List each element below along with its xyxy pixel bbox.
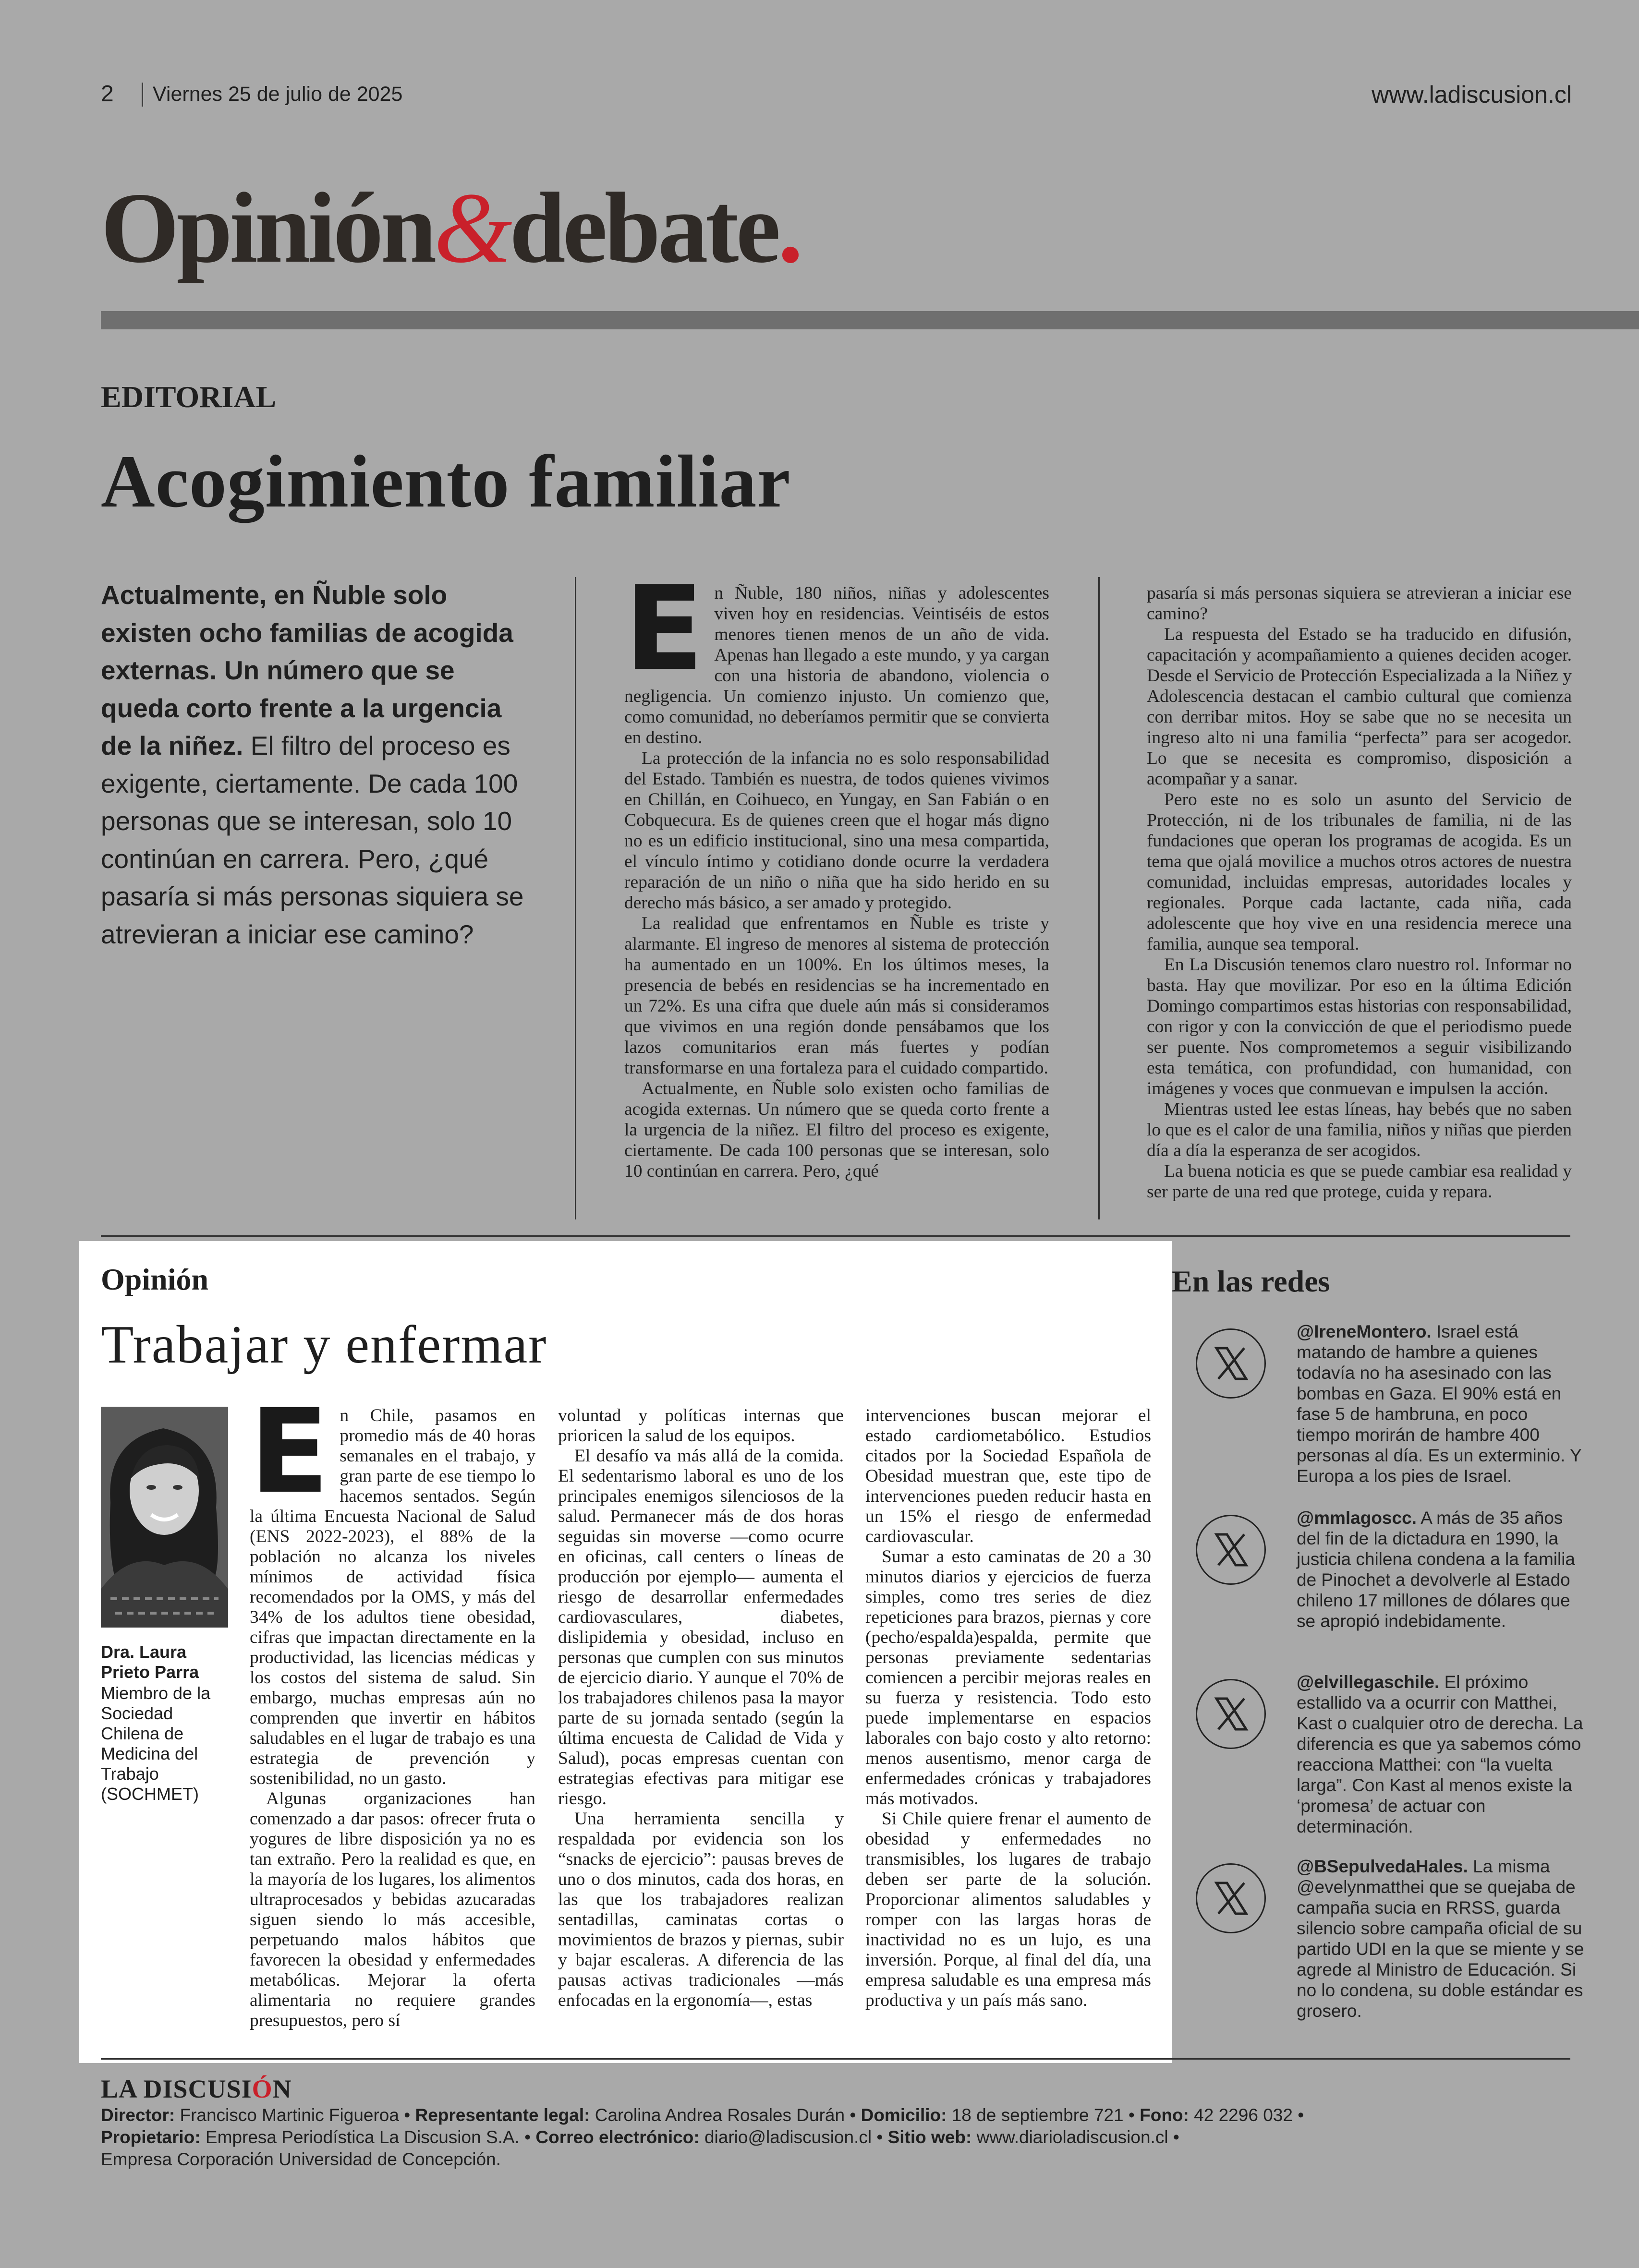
drop-cap: E: [624, 561, 704, 697]
editorial-lede: [101, 576, 528, 953]
column-divider: [1098, 577, 1100, 1219]
social-post-text: @elvillegaschile. El próximo estallido va a ocurrir con Matthei, Kast o cualquier otro de derecha. La diferencia es que ya sabemos cómo reacciona Matthei: con “la vuelta larga”. Con Kast al menos existe la ‘promesa’ de actuar con determinación.: [1297, 1672, 1583, 1836]
post-handle[interactable]: @mmlagoscc.: [1297, 1508, 1417, 1528]
post-handle[interactable]: @BSepulvedaHales.: [1297, 1857, 1468, 1876]
opinion-kicker: Opinión: [101, 1262, 209, 1296]
opinion-column-1: [250, 1384, 535, 2031]
social-post-text: @mmlagoscc. A más de 35 años del fin de la dictadura en 1990, la justicia chilena condena a la familia de Pinochet a devolverle al Estado chileno 17 millones de dólares que se apropió indebidamente.: [1297, 1508, 1576, 1631]
opinion-column-3: [865, 1406, 1151, 2011]
paragraph: En Chile, pasamos en promedio más de 40 horas semanales en el trabajo, y gran parte de ese tiempo lo hacemos sentados. Según la última Encuesta Nacional de Salud (ENS 2022-2023), el 88% de la población no alcanza los niveles mínimos de actividad física recomendados por la OMS, y más del 34% de los adultos tiene obesidad, cifras que impactan directamente en la productividad, las licencias médicas y los costos del sistema de salud. Sin embargo, muchas empresas aún no comprenden que invertir en hábitos saludables en el lugar de trabajo es una estrategia de prevención y sostenibilidad, no un gasto.: [250, 1384, 535, 1788]
issue-date: Viernes 25 de julio de 2025: [153, 83, 403, 106]
editorial-column-2: [1147, 583, 1572, 1202]
page-number: 2: [101, 81, 114, 107]
footer-credits-line: Empresa Corporación Universidad de Concepción.: [101, 2149, 501, 2169]
masthead-rule: [101, 311, 1639, 329]
paragraph: La realidad que enfrentamos en Ñuble es triste y alarmante. El ingreso de menores al sistema de protección ha aumentado en un 100%. En los últimos meses, la presencia de bebés en residencias se ha incrementado en un 72%. Es una cifra que duele aún más si consideramos que vivimos en una región donde pensábamos que los lazos comunitarios eran más fuertes y podían transformarse en una fortaleza para el cuidado compartido.: [624, 914, 1049, 1078]
paragraph: La respuesta del Estado se ha traducido en difusión, capacitación y acompañamiento a quienes deciden acoger. Desde el Servicio de Protección Especializada a la Niñez y Adolescencia destacan el cambio cultural que comienza con derribar mitos. Hoy se sabe que no se necesita un ingreso alto ni una familia “perfecta” para ser acogedor. Lo que se necesita es compromiso, disposición a acompañar y a sanar.: [1147, 625, 1572, 789]
masthead-red-dot: .: [777, 172, 801, 284]
x-logo-icon: [1196, 1328, 1266, 1399]
x-logo-icon: [1196, 1515, 1266, 1585]
post-handle[interactable]: @elvillegaschile.: [1297, 1672, 1440, 1692]
footer-credits-line: Director: Francisco Martinic Figueroa • Representante legal: Carolina Andrea Rosales Durán • Domicilio: 18 de septiembre 721 • Fono: 42 2296 032 •: [101, 2105, 1304, 2125]
editorial-title: Acogimiento familiar: [101, 440, 791, 523]
paragraph: pasaría si más personas siquiera se atrevieran a iniciar ese camino?: [1147, 583, 1572, 624]
column-divider: [575, 577, 576, 1219]
website-link[interactable]: www.ladiscusion.cl: [1372, 81, 1572, 108]
header-separator: [142, 83, 143, 107]
paragraph: Si Chile quiere frenar el aumento de obesidad y enfermedades no transmisibles, los lugares de trabajo deben ser parte de la solución. Proporcionar alimentos saludables y romper con las largas horas de inactividad no es un lujo, es una inversión. Porque, al final del día, una empresa saludable es una empresa más productiva y un país más sano.: [865, 1809, 1151, 2010]
post-handle[interactable]: @IreneMontero.: [1297, 1322, 1432, 1341]
footer-rule: [101, 2058, 1570, 2060]
footer-email[interactable]: diario@ladiscusion.cl •: [699, 2127, 888, 2147]
x-logo-icon: [1196, 1679, 1266, 1749]
masthead-ampersand: &: [434, 172, 510, 284]
social-section-title: En las redes: [1172, 1264, 1330, 1298]
paragraph: En Ñuble, 180 niños, niñas y adolescentes viven hoy en residencias. Veintiséis de estos menores tienen menos de un año de vida. Apenas han llegado a este mundo, y ya cargan con una historia de abandono, violencia o negligencia. Un comienzo injusto. Un comienzo que, como comunidad, no deberíamos permitir que se convierta en destino.: [624, 561, 1049, 748]
paragraph: Actualmente, en Ñuble solo existen ocho familias de acogida externas. Un número que se queda corto frente a la urgencia de la niñez. El filtro del proceso es exigente, ciertamente. De cada 100 personas que se interesan, solo 10 continúan en carrera. Pero, ¿qué: [624, 1079, 1049, 1181]
opinion-title: Trabajar y enfermar: [101, 1315, 547, 1375]
masthead-word-opinion: Opinión: [101, 172, 434, 284]
footer-website[interactable]: www.diarioladiscusion.cl •: [971, 2127, 1179, 2147]
paragraph: La protección de la infancia no es solo responsabilidad del Estado. También es nuestra, de todos quienes vivimos en Chillán, en Coihueco, en Yungay, en San Fabián o en Cobquecura. Es de quienes creen que el hogar más digno no es un edificio institucional, sino una mesa compartida, el vínculo íntimo y cotidiano donde ocurre la verdadera reparación de un niño o niña que ha sido herido en su derecho más básico, a ser amado y protegido.: [624, 748, 1049, 913]
x-logo-icon: [1196, 1863, 1266, 1933]
author-role: Miembro de la Sociedad Chilena de Medicina del Trabajo (SOCHMET): [101, 1683, 211, 1804]
masthead-word-debate: debate: [509, 172, 778, 284]
lede-bold: Actualmente, en Ñuble solo existen ocho familias de acogida externas. Un número que se queda corto frente a la urgencia de la niñez.: [101, 580, 513, 760]
social-post-text: @IreneMontero. Israel está matando de hambre a quienes todavía no ha asesinado con las bombas en Gaza. El 90% está en fase 5 de hambruna, en poco tiempo morirán de hambre 400 personas al día. Es un exterminio. Y Europa a los pies de Israel.: [1297, 1322, 1582, 1486]
paragraph: Una herramienta sencilla y respaldada por evidencia son los “snacks de ejercicio”: pausas breves de uno o dos minutos, cada dos horas, en las que los trabajadores realizan sentadillas, caminatas cortas o movimientos de brazos y piernas, subir y bajar escaleras. A diferencia de las pausas activas tradicionales —más enfocadas en la ergonomía—, estas: [558, 1809, 844, 2010]
paragraph: Sumar a esto caminatas de 20 a 30 minutos diarios y ejercicios de fuerza simples, como tres series de diez repeticiones para brazos, piernas y core (pecho/espalda)espalda, permite que personas previamente sedentarias comiencen a percibir mejoras reales en su fuerza y resistencia. Todo esto puede implementarse en espacios laborales con bajo costo y alto retorno: menos ausentismo, menor carga de enfermedades crónicas y trabajadores más motivados.: [865, 1547, 1151, 1809]
social-post-text: @BSepulvedaHales. La misma @evelynmatthei que se quejaba de campaña sucia en RRSS, guarda silencio sobre campaña oficial de su partido UDI en la que se miente y se agrede al Ministro de Educación. Si no lo condena, su doble estándar es grosero.: [1297, 1857, 1584, 2021]
section-masthead: [101, 172, 801, 284]
section-rule: [101, 1235, 1570, 1237]
paragraph: intervenciones buscan mejorar el estado cardiometabólico. Estudios citados por la Sociedad Española de Obesidad muestran que, este tipo de intervenciones pueden reducir hasta en un 15% el riesgo de enfermedad cardiovascular.: [865, 1406, 1151, 1546]
paragraph: La buena noticia es que se puede cambiar esa realidad y ser parte de una red que protege, cuida y repara.: [1147, 1161, 1572, 1202]
paragraph: El desafío va más allá de la comida. El sedentarismo laboral es uno de los principales enemigos silenciosos de la salud. Permanecer más de dos horas seguidas sin moverse —como ocurre en oficinas, call centers o líneas de producción por ejemplo— aumenta el riesgo de desarrollar enfermedades cardiovasculares, diabetes, dislipidemia y obesidad, incluso en personas que cumplen con sus minutos de ejercicio diario. Y aunque el 70% de los trabajadores chilenos pasa la mayor parte de su jornada sentado (según la última encuesta de Calidad de Vida y Salud), pocas empresas cuentan con estrategias efectivas para mitigar ese riesgo.: [558, 1446, 844, 1809]
newspaper-brand: LA DISCUSIÓN: [101, 2075, 292, 2103]
drop-cap: E: [250, 1384, 329, 1520]
author-name: Dra. Laura Prieto Parra: [101, 1642, 199, 1682]
lede-rest: El filtro del proceso es exigente, ciertamente. De cada 100 personas que se interesan, solo 10 continúan en carrera. Pero, ¿qué pasaría si más personas siquiera se atrevieran a iniciar ese camino?: [101, 731, 524, 949]
paragraph: Pero este no es solo un asunto del Servicio de Protección, ni de los tribunales de familia, ni de las fundaciones que operan los programas de acogida. Es un tema que ojalá movilice a muchos otros actores de nuestra comunidad, incluidas empresas, autoridades locales y regionales. Porque cada lactante, cada niña, cada adolescente que hoy vive en una residencia merece una familia, aunque sea temporal.: [1147, 790, 1572, 954]
footer-credits-line: Propietario: Empresa Periodística La Discusion S.A. • Correo electrónico: diario@ladiscusion.cl • Sitio web: www.diarioladiscusion.cl •: [101, 2127, 1179, 2147]
opinion-column-2: [558, 1406, 844, 2011]
author-photo: [101, 1407, 228, 1628]
editorial-column-1: [624, 561, 1049, 1182]
paragraph: En La Discusión tenemos claro nuestro rol. Informar no basta. Hay que movilizar. Por eso en la última Edición Domingo compartimos estas historias con responsabilidad, con rigor y con la convicción de que el periodismo puede ser puente. Nos comprometemos a seguir visibilizando esta temática, con profundidad, con humanidad, con imágenes y voces que conmuevan e impulsen la acción.: [1147, 955, 1572, 1098]
paragraph: Algunas organizaciones han comenzado a dar pasos: ofrecer fruta o yogures de libre disposición ya no es tan extraño. Pero la realidad es que, en la mayoría de los lugares, los alimentos ultraprocesados y bebidas azucaradas siguen siendo lo más accesible, perpetuando malos hábitos que favorecen la obesidad y enfermedades metabólicas. Mejorar la oferta alimentaria no requiere grandes presupuestos, pero sí: [250, 1789, 535, 2030]
paragraph: voluntad y políticas internas que prioricen la salud de los equipos.: [558, 1406, 844, 1446]
editorial-kicker: EDITORIAL: [101, 380, 277, 414]
paragraph: Mientras usted lee estas líneas, hay bebés que no saben lo que es el calor de una familia, niños y niñas que pierden día a día la esperanza de ser acogidos.: [1147, 1099, 1572, 1160]
